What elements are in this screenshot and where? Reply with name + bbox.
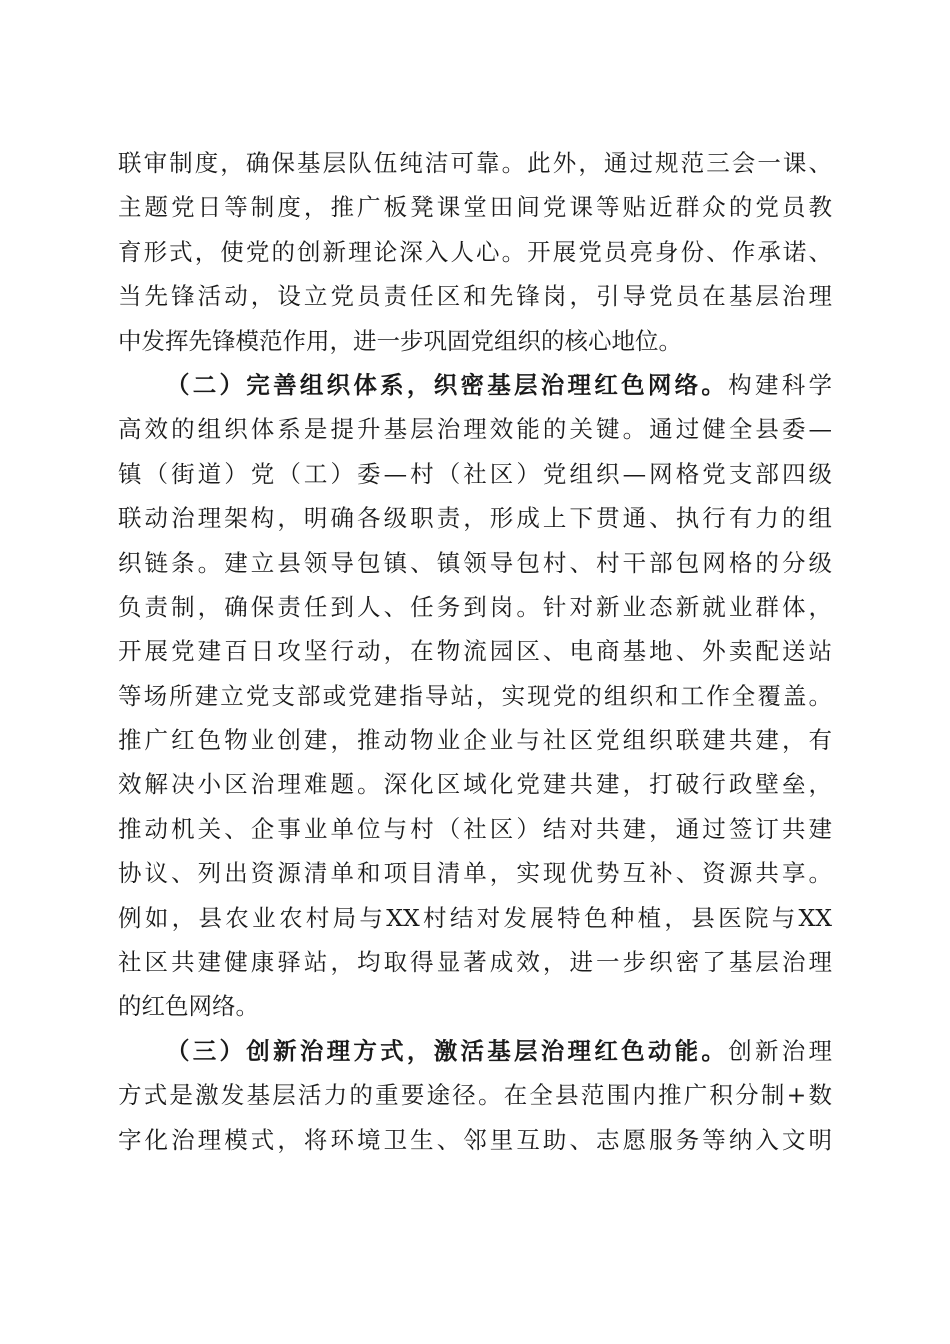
text-line: 效解决小区治理难题。深化区域化党建共建，打破行政壁垒， (118, 770, 832, 799)
text-line: 等场所建立党支部或党建指导站，实现党的组织和工作全覆盖。 (118, 681, 832, 710)
text-run: 创新治理 (728, 1036, 832, 1065)
text-line: 推动机关、企事业单位与村（社区）结对共建，通过签订共建 (118, 814, 832, 843)
text-line: 当先锋活动，设立党员责任区和先锋岗，引导党员在基层治理 (118, 282, 832, 311)
text-line (118, 363, 832, 407)
text-line: 的红色网络。 (118, 992, 259, 1021)
text-line (118, 1029, 832, 1073)
paragraph-3 (118, 1029, 832, 1162)
text-line: 字化治理模式，将环境卫生、邻里互助、志愿服务等纳入文明 (118, 1125, 832, 1154)
text-line: 育形式，使党的创新理论深入人心。开展党员亮身份、作承诺、 (118, 237, 832, 266)
text-line: 中发挥先锋模范作用，进一步巩固党组织的核心地位。 (118, 326, 682, 355)
document-page (118, 141, 832, 1162)
paragraph-2 (118, 363, 832, 1029)
section-heading: （二）完善组织体系，织密基层治理红色网络。 (166, 370, 729, 399)
section-heading: （三）创新治理方式，激活基层治理红色动能。 (166, 1036, 729, 1065)
text-run: 构建科学 (728, 370, 832, 399)
text-line: 社区共建健康驿站，均取得显著成效，进一步织密了基层治理 (118, 948, 832, 977)
text-line: 例如，县农业农村局与XX村结对发展特色种植，县医院与XX (118, 903, 832, 932)
text-line: 推广红色物业创建，推动物业企业与社区党组织联建共建，有 (118, 726, 832, 755)
text-line: 织链条。建立县领导包镇、镇领导包村、村干部包网格的分级 (118, 548, 832, 577)
text-line: 负责制，确保责任到人、任务到岗。针对新业态新就业群体， (118, 592, 832, 621)
text-line: 联审制度，确保基层队伍纯洁可靠。此外，通过规范三会一课、 (118, 149, 832, 177)
text-line: 协议、列出资源清单和项目清单，实现优势互补、资源共享。 (118, 859, 832, 888)
text-line: 开展党建百日攻坚行动，在物流园区、电商基地、外卖配送站 (118, 637, 832, 666)
text-line: 联动治理架构，明确各级职责，形成上下贯通、执行有力的组 (118, 504, 832, 533)
text-line: 镇（街道）党（工）委—村（社区）党组织—网格党支部四级 (118, 459, 832, 488)
paragraph-1 (118, 141, 832, 363)
text-line: 主题党日等制度，推广板凳课堂田间党课等贴近群众的党员教 (118, 193, 832, 222)
text-line: 高效的组织体系是提升基层治理效能的关键。通过健全县委— (118, 415, 832, 444)
text-line: 方式是激发基层活力的重要途径。在全县范围内推广积分制+数 (118, 1081, 832, 1110)
